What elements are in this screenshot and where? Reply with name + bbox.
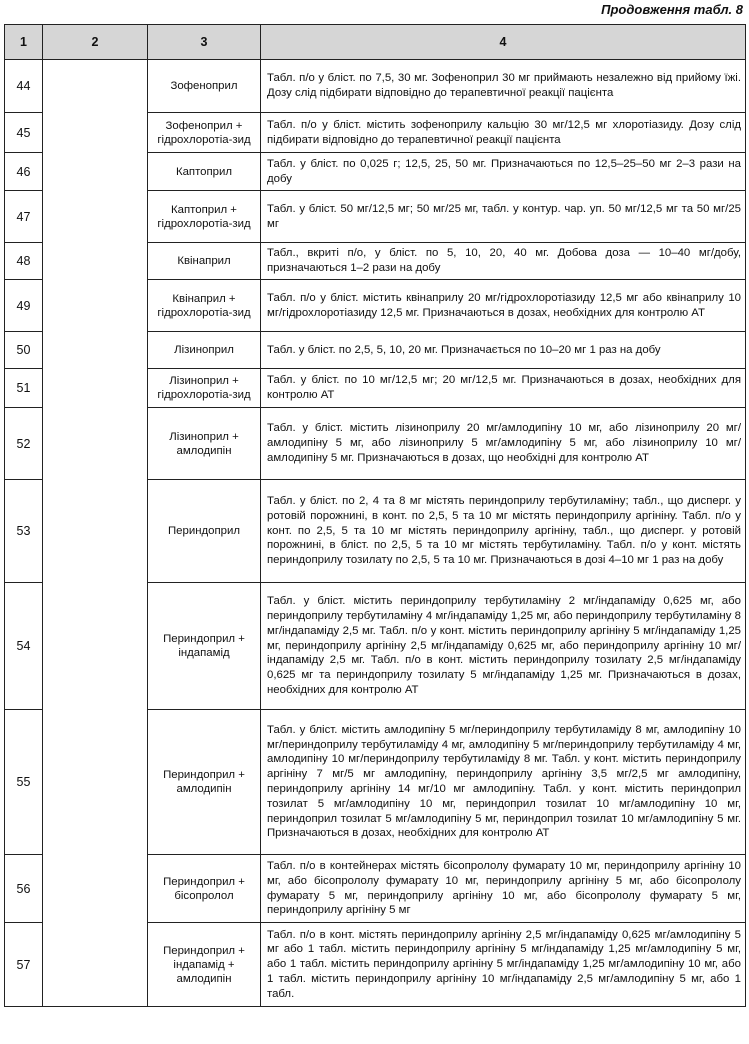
drug-description: Табл. п/о у бліст. по 7,5, 30 мг. Зофеноприл 30 мг приймають незалежно від прийому їжі. Дозу слід підбирати відповідно до терапевтичної реакції пацієнта <box>261 60 746 113</box>
drug-name: Лізиноприл + амлодипін <box>148 408 261 480</box>
row-number: 47 <box>5 191 43 243</box>
row-number: 53 <box>5 480 43 583</box>
drug-name: Каптоприл + гідрохлоротіа-зид <box>148 191 261 243</box>
drug-description: Табл. у бліст. по 2,5, 5, 10, 20 мг. Призначається по 10–20 мг 1 раз на добу <box>261 332 746 369</box>
row-number: 48 <box>5 243 43 280</box>
drug-description: Табл. п/о в конт. містять периндоприлу аргініну 2,5 мг/індапаміду 0,625 мг/амлодипіну 5 мг або 1 табл. містить периндоприлу аргініну 5 мг/індапаміду 1,25 мг/амлодипіну 5 мг, або 1 табл. містить периндоприлу аргініну 5 мг/індапаміду 1,25 мг/амлодипіну 10 мг, або 1 табл. містить периндоприлу аргініну 10 мг/індапаміду 2,5 мг/амлодипіну 5 мг, або 1 табл. <box>261 923 746 1007</box>
row-number: 44 <box>5 60 43 113</box>
drug-name: Периндоприл <box>148 480 261 583</box>
drug-name: Зофеноприл <box>148 60 261 113</box>
header-col-1: 1 <box>5 25 43 60</box>
drug-description: Табл. п/о в контейнерах містять бісопрололу фумарату 10 мг, периндоприлу аргініну 10 мг, або бісопрололу фумарату 10 мг, периндоприлу аргініну 5 мг, або бісопрололу фумарату 5 мг, периндоприлу аргініну 10 мг, або бісопрололу фумарату 5 мг, периндоприлу аргініну 5 мг <box>261 855 746 923</box>
drug-description: Табл. у бліст. по 2, 4 та 8 мг містять периндоприлу тербутиламіну; табл., що дисперг. у ротовій порожнині, в конт. по 2,5, 5 та 10 мг містять периндоприлу аргініну. Табл. п/о у конт. по 2,5, 5 та 10 мг містять периндоприлу аргініну, табл., що дисперг. у ротовій порожнині, в бліст. по 2,5, 5 та 10 мг містять тербутиламіну. Табл. п/о у конт. містять периндоприлу тозилату по 2,5, 5 та 10 мг. Призначаються в дозі 4–10 мг 1 раз на добу <box>261 480 746 583</box>
row-number: 51 <box>5 369 43 408</box>
drug-name: Зофеноприл + гідрохлоротіа-зид <box>148 113 261 153</box>
table-caption: Продовження табл. 8 <box>601 2 743 17</box>
header-col-2: 2 <box>43 25 148 60</box>
drug-name: Лізиноприл <box>148 332 261 369</box>
drug-name: Квінаприл <box>148 243 261 280</box>
drug-description: Табл., вкриті п/о, у бліст. по 5, 10, 20, 40 мг. Добова доза — 10–40 мг/добу, призначаються 1–2 рази на добу <box>261 243 746 280</box>
row-number: 56 <box>5 855 43 923</box>
table-body <box>5 60 746 1007</box>
drug-table <box>4 24 746 1007</box>
drug-description: Табл. у бліст. 50 мг/12,5 мг; 50 мг/25 мг, табл. у контур. чар. уп. 50 мг/12,5 мг та 50 мг/25 мг <box>261 191 746 243</box>
drug-description: Табл. у бліст. містить периндоприлу тербутиламіну 2 мг/індапаміду 0,625 мг, або периндоприлу тербутиламіну 4 мг/індапаміду 1,25 мг, або периндоприлу тербутиламіну 8 мг/індапаміду 2,5 мг. Табл. п/о у конт. містить периндоприлу аргініну 5 мг/індапаміду 1,25 мг, периндоприлу аргініну 2,5 мг/індапаміду 0,625 мг, або периндоприлу аргініну 10 мг/індапаміду 2,5 мг. Табл. п/о в конт. містить периндоприлу тозилату 2,5 мг/індапаміду 0,625 мг та периндоприлу тозилату 5 мг/індапаміду 1,25 мг. Призначаються в дозах, необхідних для контролю АТ <box>261 583 746 710</box>
drug-description: Табл. п/о у бліст. містить квінаприлу 20 мг/гідрохлоротіазиду 12,5 мг або квінаприлу 10 мг/гідрохлоротіазиду 12,5 мг. Призначаються в дозах, необхідних для контролю АТ <box>261 280 746 332</box>
row-number: 57 <box>5 923 43 1007</box>
row-number: 49 <box>5 280 43 332</box>
row-number: 55 <box>5 710 43 855</box>
drug-name: Квінаприл + гідрохлоротіа-зид <box>148 280 261 332</box>
drug-name: Лізиноприл + гідрохлоротіа-зид <box>148 369 261 408</box>
row-number: 54 <box>5 583 43 710</box>
header-row <box>5 25 746 60</box>
drug-name: Периндоприл + індапамід <box>148 583 261 710</box>
row-number: 52 <box>5 408 43 480</box>
drug-name: Периндоприл + амлодипін <box>148 710 261 855</box>
drug-description: Табл. у бліст. містить амлодипіну 5 мг/периндоприлу тербутиламіду 8 мг, амлодипіну 10 мг/периндоприлу тербутиламіду 4 мг, амлодипіну 5 мг/периндоприлу тербутиламіду 4 мг, амлодипіну 10 мг/периндоприлу тербутиламіду 8 мг. Табл. у конт. містить периндоприлу аргініну 7 мг/5 мг амлодипіну, периндоприлу аргініну 3,5 мг/2,5 мг амлодипіну, периндоприлу аргініну 14 мг/10 мг амлодипіну. Табл. у конт. містить периндоприл тозилат 5 мг/амлодипіну 10 мг, периндоприл тозилат 10 мг/амлодипіну 10 мг, периндоприл тозилат 5 мг/амлодипіну 5 мг, периндоприл тозилат 10 мг/амлодипіну 5 мг. Призначаються в дозах, необхідних для контролю АТ <box>261 710 746 855</box>
row-number: 50 <box>5 332 43 369</box>
row-number: 46 <box>5 153 43 191</box>
drug-name: Каптоприл <box>148 153 261 191</box>
drug-description: Табл. у бліст. містить лізиноприлу 20 мг/амлодипіну 10 мг, або лізиноприлу 20 мг/амлодипіну 5 мг, або лізиноприлу 5 мг/амлодипіну 5 мг, або лізиноприлу 10 мг/амлодипіну 5 мг. Призначаються в дозах, що необхідні для контролю АТ <box>261 408 746 480</box>
header-col-4: 4 <box>261 25 746 60</box>
header-col-3: 3 <box>148 25 261 60</box>
row-number: 45 <box>5 113 43 153</box>
drug-name: Периндоприл + індапамід + амлодипін <box>148 923 261 1007</box>
drug-name: Периндоприл + бісопролол <box>148 855 261 923</box>
table-row <box>5 60 746 113</box>
group-cell <box>43 60 148 1007</box>
drug-description: Табл. у бліст. по 10 мг/12,5 мг; 20 мг/12,5 мг. Призначаються в дозах, необхідних для контролю АТ <box>261 369 746 408</box>
drug-description: Табл. п/о у бліст. містить зофеноприлу кальцію 30 мг/12,5 мг хлоротіазиду. Дозу слід підбирати відповідно до терапевтичної реакції пацієнта <box>261 113 746 153</box>
drug-description: Табл. у бліст. по 0,025 г; 12,5, 25, 50 мг. Призначаються по 12,5–25–50 мг 2–3 рази на добу <box>261 153 746 191</box>
